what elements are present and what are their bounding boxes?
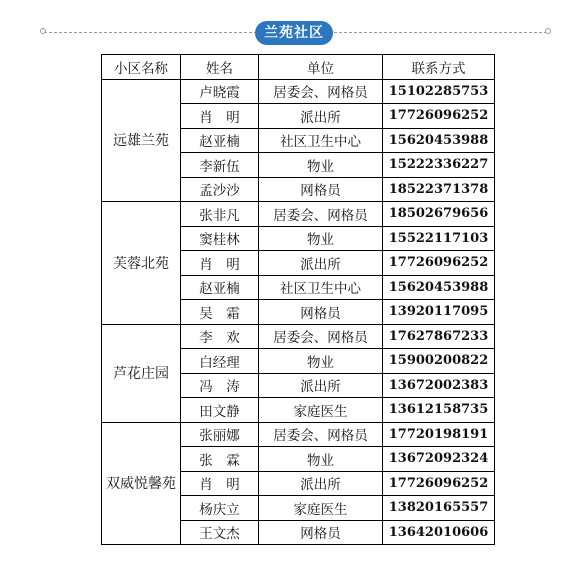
phone-cell: 15900200822 — [383, 349, 495, 374]
person-name-cell: 窦桂林 — [181, 226, 259, 251]
person-name-cell: 肖 明 — [181, 251, 259, 276]
contact-table — [101, 54, 495, 545]
unit-cell: 物业 — [259, 447, 383, 472]
phone-cell: 18502679656 — [383, 202, 495, 227]
person-name-cell: 赵亚楠 — [181, 128, 259, 153]
unit-cell: 派出所 — [259, 373, 383, 398]
unit-cell: 派出所 — [259, 104, 383, 129]
phone-cell: 15522117103 — [383, 226, 495, 251]
person-name-cell: 张丽娜 — [181, 422, 259, 447]
unit-cell: 家庭医生 — [259, 398, 383, 423]
community-name-cell: 芙蓉北苑 — [102, 202, 181, 325]
unit-cell: 居委会、网格员 — [259, 79, 383, 104]
unit-cell: 派出所 — [259, 471, 383, 496]
unit-cell: 网格员 — [259, 177, 383, 202]
unit-cell: 居委会、网格员 — [259, 202, 383, 227]
table-row — [102, 202, 495, 227]
phone-cell: 13672092324 — [383, 447, 495, 472]
phone-cell: 13612158735 — [383, 398, 495, 423]
person-name-cell: 孟沙沙 — [181, 177, 259, 202]
person-name-cell: 肖 明 — [181, 104, 259, 129]
person-name-cell: 赵亚楠 — [181, 275, 259, 300]
unit-cell: 物业 — [259, 153, 383, 178]
phone-cell: 17726096252 — [383, 251, 495, 276]
person-name-cell: 张非凡 — [181, 202, 259, 227]
unit-cell: 社区卫生中心 — [259, 275, 383, 300]
table-row — [102, 324, 495, 349]
phone-cell: 17726096252 — [383, 471, 495, 496]
person-name-cell: 肖 明 — [181, 471, 259, 496]
column-header-phone: 联系方式 — [383, 55, 495, 80]
phone-cell: 15620453988 — [383, 128, 495, 153]
phone-cell: 15620453988 — [383, 275, 495, 300]
unit-cell: 社区卫生中心 — [259, 128, 383, 153]
unit-cell: 网格员 — [259, 520, 383, 545]
unit-cell: 网格员 — [259, 300, 383, 325]
column-header-name: 姓名 — [181, 55, 259, 80]
person-name-cell: 冯 涛 — [181, 373, 259, 398]
unit-cell: 居委会、网格员 — [259, 422, 383, 447]
phone-cell: 15222336227 — [383, 153, 495, 178]
table-row — [102, 79, 495, 104]
column-header-unit: 单位 — [259, 55, 383, 80]
phone-cell: 18522371378 — [383, 177, 495, 202]
table-row — [102, 422, 495, 447]
person-name-cell: 张 霖 — [181, 447, 259, 472]
phone-cell: 13920117095 — [383, 300, 495, 325]
unit-cell: 派出所 — [259, 251, 383, 276]
person-name-cell: 白经理 — [181, 349, 259, 374]
phone-cell: 17726096252 — [383, 104, 495, 129]
person-name-cell: 卢晓霞 — [181, 79, 259, 104]
unit-cell: 物业 — [259, 226, 383, 251]
divider-end-dot — [545, 28, 551, 34]
table-header-row — [102, 55, 495, 80]
community-name-cell: 双威悦馨苑 — [102, 422, 181, 545]
section-title-badge: 兰苑社区 — [255, 21, 333, 45]
divider-end-dot — [40, 28, 46, 34]
phone-cell: 15102285753 — [383, 79, 495, 104]
phone-cell: 13672002383 — [383, 373, 495, 398]
person-name-cell: 李新伍 — [181, 153, 259, 178]
phone-cell: 17720198191 — [383, 422, 495, 447]
phone-cell: 13642010606 — [383, 520, 495, 545]
phone-cell: 13820165557 — [383, 496, 495, 521]
unit-cell: 家庭医生 — [259, 496, 383, 521]
person-name-cell: 吴 霜 — [181, 300, 259, 325]
person-name-cell: 田文静 — [181, 398, 259, 423]
person-name-cell: 王文杰 — [181, 520, 259, 545]
unit-cell: 物业 — [259, 349, 383, 374]
phone-cell: 17627867233 — [383, 324, 495, 349]
column-header-community: 小区名称 — [102, 55, 181, 80]
community-name-cell: 远雄兰苑 — [102, 79, 181, 202]
person-name-cell: 杨庆立 — [181, 496, 259, 521]
unit-cell: 居委会、网格员 — [259, 324, 383, 349]
community-name-cell: 芦花庄园 — [102, 324, 181, 422]
person-name-cell: 李 欢 — [181, 324, 259, 349]
